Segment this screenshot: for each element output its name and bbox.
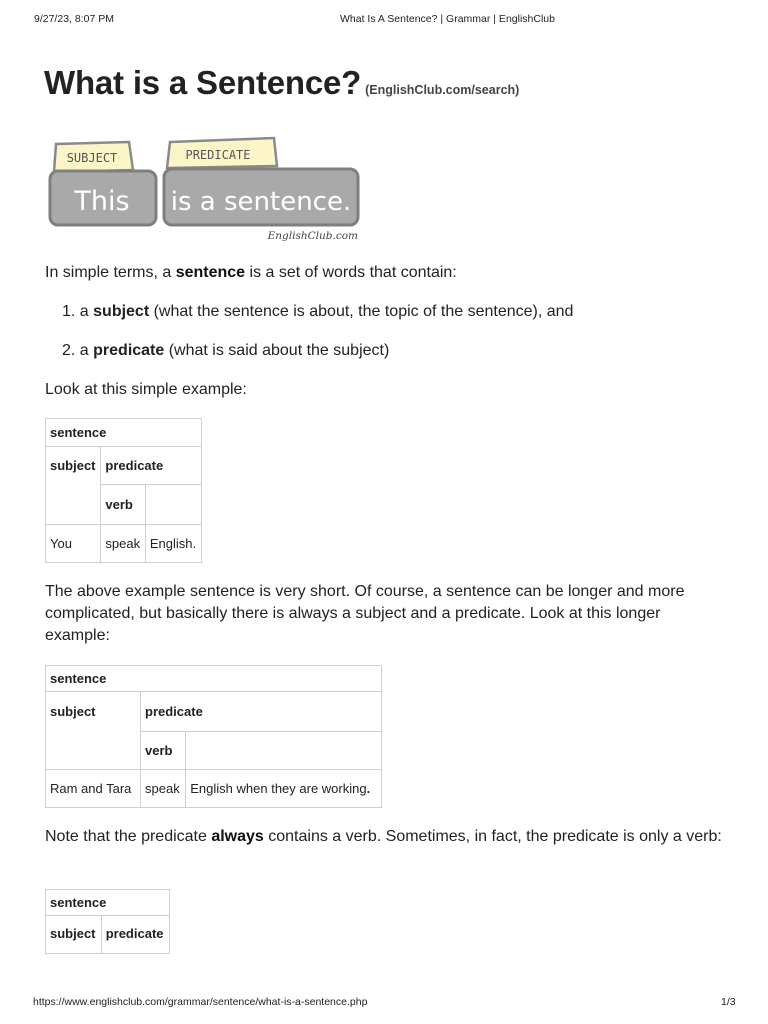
example-table-verb-only [45,889,170,954]
note-paragraph: Note that the predicate always contains a verb. Sometimes, in fact, the predicate is only a verb: [45,828,722,845]
table-header-subject: subject [46,447,101,525]
table-cell: Ram and Tara [46,770,141,808]
table-header-predicate: predicate [101,447,202,485]
explanation-paragraph: The above example sentence is very short. Of course, a sentence can be longer and more complicated, but basically there is always a subject and a predicate. Look at this longer example: [45,583,685,644]
predicate-tag-label: PREDICATE [185,148,251,162]
sentence-illustration [46,136,366,244]
illustration-brand: EnglishClub.com [267,230,358,242]
subject-block-text: This [74,186,130,217]
look-paragraph: Look at this simple example: [45,381,247,398]
table-header-predicate: predicate [101,916,169,954]
table-cell: speak [141,770,186,808]
table-cell [186,732,382,770]
sentence-term: sentence [175,264,246,281]
table-header-predicate: predicate [141,692,382,732]
page-title: What is a Sentence? [44,64,362,101]
title-row [44,64,519,102]
print-page-number: 1/3 [721,996,736,1008]
predicate-block-text: is a sentence. [170,187,352,217]
table-cell: speak [101,525,145,563]
table-cell: English. [145,525,201,563]
example-table-simple [45,418,202,563]
always-term: always [211,828,264,845]
table-header-verb: verb [101,485,145,525]
table-cell [145,485,201,525]
table-cell: You [46,525,101,563]
table-header-sentence: sentence [46,666,382,692]
table-header-sentence: sentence [46,890,170,916]
table-header-subject: subject [46,916,102,954]
example-table-long [45,665,382,808]
print-url: https://www.englishclub.com/grammar/sentence/what-is-a-sentence.php [33,996,368,1008]
title-source-link[interactable]: (EnglishClub.com/search) [365,83,520,97]
subject-tag-label: SUBJECT [66,151,118,165]
print-page-title: What Is A Sentence? | Grammar | EnglishClub [340,13,555,25]
list-item: 1. a subject (what the sentence is about, the topic of the sentence), and [62,303,574,320]
table-header-sentence: sentence [46,419,202,447]
list-item: 2. a predicate (what is said about the subject) [62,342,390,359]
intro-paragraph: In simple terms, a sentence is a set of words that contain: [45,264,457,281]
print-datetime: 9/27/23, 8:07 PM [34,13,114,25]
table-header-subject: subject [46,692,141,770]
table-cell: English when they are working. [186,770,382,808]
table-header-verb: verb [141,732,186,770]
